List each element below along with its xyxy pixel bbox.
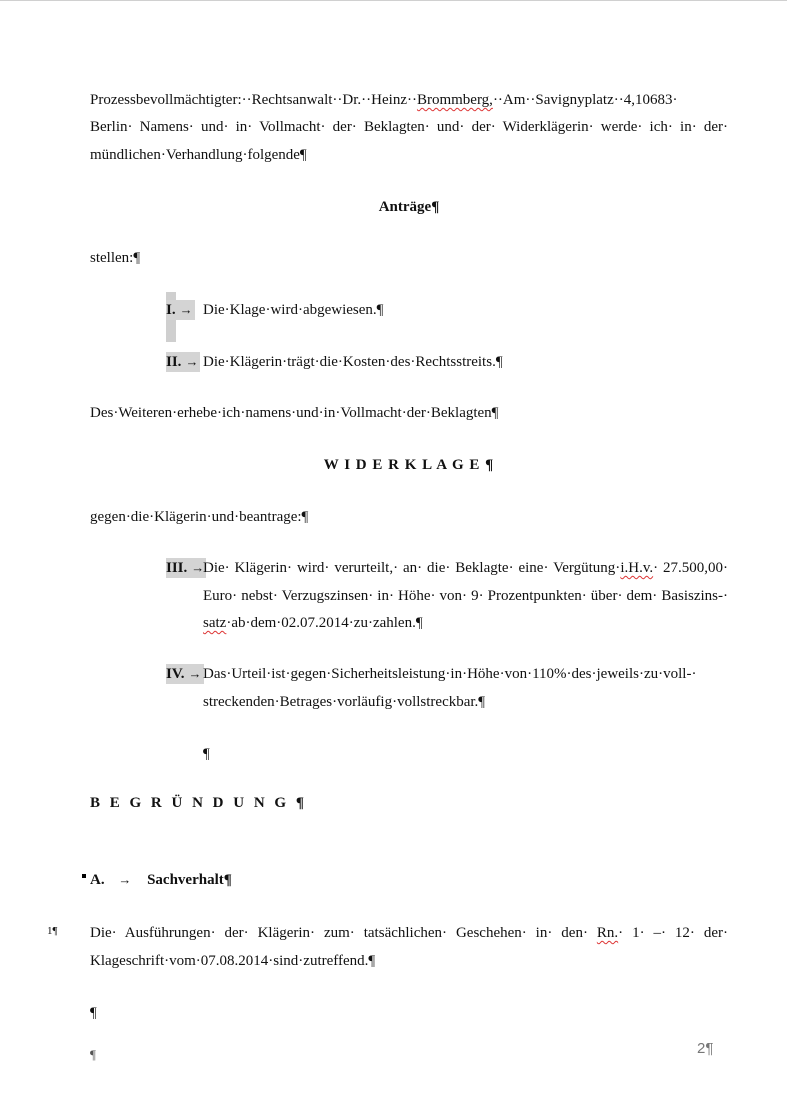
item-number-1 bbox=[166, 300, 195, 320]
empty-paragraph: ¶ bbox=[203, 746, 210, 762]
spelling-flag-ihv: i.H.v. bbox=[620, 560, 654, 576]
item-3-line-1-amount: · 27.500,00· bbox=[653, 560, 728, 576]
sachverhalt-label: Sachverhalt¶ bbox=[147, 872, 232, 888]
item-4-line-1: Das·Urteil·ist·gegen·Sicherheitsleistung·in·Höhe·von·110%·des·jeweils·zu·voll-· bbox=[203, 666, 697, 682]
begruendung-heading: B E G R Ü N D U N G ¶ bbox=[90, 795, 307, 811]
spelling-flag-satz: satz bbox=[203, 615, 227, 631]
item-3-line-3-text: ·ab·dem·02.07.2014·zu·zahlen.¶ bbox=[226, 615, 423, 631]
para-1-line-1 bbox=[90, 923, 728, 943]
empty-paragraph-2: ¶ bbox=[90, 1005, 97, 1021]
para-1-line-2: Klageschrift·vom·07.08.2014·sind·zutreffend.¶ bbox=[90, 953, 376, 969]
sachverhalt-number: A. bbox=[90, 872, 105, 888]
tab-arrow-icon: → bbox=[185, 354, 199, 369]
antraege-heading: Anträge¶ bbox=[378, 199, 440, 215]
paragraph-marker-icon bbox=[82, 874, 86, 878]
tab-arrow-icon: → bbox=[188, 666, 202, 681]
margin-number: 1¶ bbox=[47, 925, 58, 937]
item-text-1: Die·Klage·wird·abgewiesen.¶ bbox=[203, 302, 384, 318]
item-number-2 bbox=[166, 352, 200, 372]
page-number: 2¶ bbox=[697, 1040, 714, 1057]
weiteren-text: Des·Weiteren·erhebe·ich·namens·und·in·Vollmacht·der·Beklagten¶ bbox=[90, 405, 499, 421]
item-3-line-1-text: Die· Klägerin· wird· verurteilt,· an· die· Beklagte· eine· Vergütung· bbox=[203, 560, 621, 576]
tab-arrow-icon: → bbox=[118, 872, 132, 887]
item-3-line-1 bbox=[203, 558, 728, 578]
tab-arrow-icon: → bbox=[179, 302, 193, 317]
item-number-1-label: I. bbox=[166, 302, 176, 318]
item-3-line-3 bbox=[203, 613, 423, 633]
stellen-text: stellen:¶ bbox=[90, 250, 141, 266]
item-number-3 bbox=[166, 558, 206, 578]
intro-line-1-rest: ··Am··Savignyplatz··4,10683· bbox=[492, 92, 678, 108]
spelling-flag-name: Brommberg, bbox=[416, 92, 493, 108]
intro-line-2: Berlin· Namens· und· in· Vollmacht· der· Beklagten· und· der· Widerklägerin· werde· ich· in· der· bbox=[90, 119, 728, 135]
gegen-text: gegen·die·Klägerin·und·beantrage:¶ bbox=[90, 509, 309, 525]
item-4-line-2: streckenden·Betrages·vorläufig·vollstreckbar.¶ bbox=[203, 694, 486, 710]
item-number-3-label: III. bbox=[166, 560, 188, 576]
intro-line-1-text: Prozessbevollmächtigter:··Rechtsanwalt··Dr.··Heinz·· bbox=[90, 92, 417, 108]
item-number-4 bbox=[166, 664, 204, 684]
tab-arrow-icon: → bbox=[191, 560, 205, 575]
sachverhalt-heading bbox=[90, 872, 232, 889]
empty-paragraph-3: ¶ bbox=[90, 1047, 96, 1062]
item-number-2-label: II. bbox=[166, 354, 182, 370]
spelling-flag-rn: Rn. bbox=[596, 925, 619, 941]
para-1-line-1-rest: · 1· –· 12· der· bbox=[618, 925, 728, 941]
item-3-line-2: Euro· nebst· Verzugszinsen· in· Höhe· von· 9· Prozentpunkten· über· dem· Basiszins-· bbox=[203, 588, 728, 604]
intro-line-3: mündlichen·Verhandlung·folgende¶ bbox=[90, 147, 307, 163]
item-number-4-label: IV. bbox=[166, 666, 185, 682]
item-text-2: Die·Klägerin·trägt·die·Kosten·des·Rechtsstreits.¶ bbox=[203, 354, 503, 370]
intro-line-1 bbox=[90, 90, 728, 110]
para-1-line-1-text: Die· Ausführungen· der· Klägerin· zum· tatsächlichen· Geschehen· in· den· bbox=[90, 925, 597, 941]
widerklage-heading: W I D E R K L A G E ¶ bbox=[323, 457, 495, 473]
